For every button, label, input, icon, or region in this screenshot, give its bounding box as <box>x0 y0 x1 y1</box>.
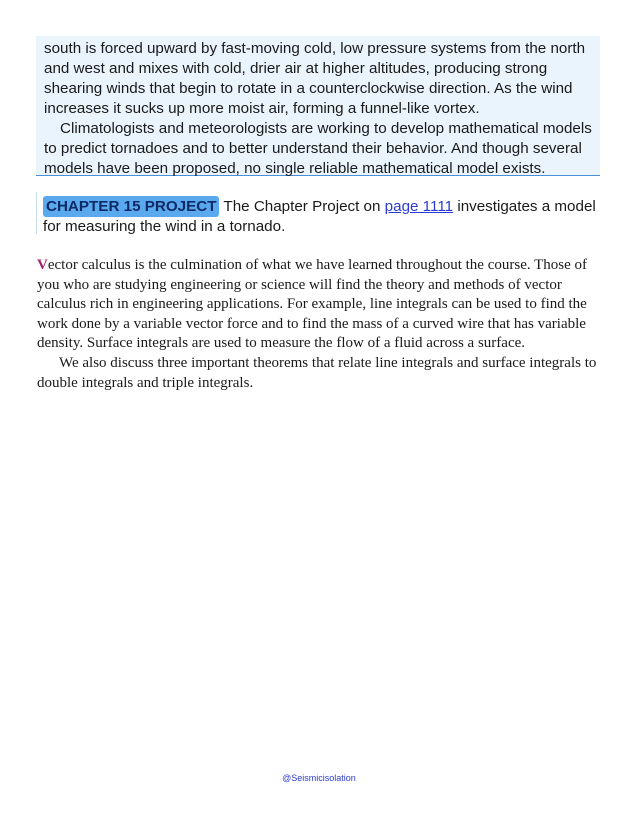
chapter-project-badge: CHAPTER 15 PROJECT <box>43 196 219 217</box>
chapter-project-callout <box>36 192 600 234</box>
body-paragraph-1 <box>37 256 603 354</box>
footer-credit: @Seismicisolation <box>282 773 356 783</box>
intro-paragraph-2: Climatologists and meteorologists are working to develop mathematical models to predict tornadoes and to better understand their behavior. And though several models have been proposed, no single reliable mathematical model exists. <box>44 120 592 177</box>
chapter-intro-box <box>36 36 600 176</box>
project-text-before-link: The Chapter Project on <box>219 198 385 215</box>
project-page-link[interactable]: page 1111 <box>384 198 454 215</box>
section-body <box>37 256 603 393</box>
drop-cap-letter: V <box>37 257 48 273</box>
body-paragraph-1-text: ector calculus is the culmination of what we have learned throughout the course. Those of you who are studying engineering or science will find the theory and methods of vector calculus rich in engineering applications. For example, line integrals can be used to find the work done by a variable vector force and to find the mass of a curved wire that has variable density. Surface integrals are used to measure the flow of a fluid across a surface. <box>37 257 587 352</box>
project-text-after-link: investigates a model for measuring the wind in a tornado. <box>43 198 596 235</box>
body-paragraph-2: We also discuss three important theorems that relate line integrals and surface integrals to double integrals and triple integrals. <box>37 354 597 391</box>
intro-paragraph-1: south is forced upward by fast-moving cold, low pressure systems from the north and west and mixes with cold, drier air at higher altitudes, producing strong shearing winds that begin to rotate in a counterclockwise direction. As the wind increases it sucks up more moist air, forming a funnel-like vortex. <box>44 40 586 117</box>
